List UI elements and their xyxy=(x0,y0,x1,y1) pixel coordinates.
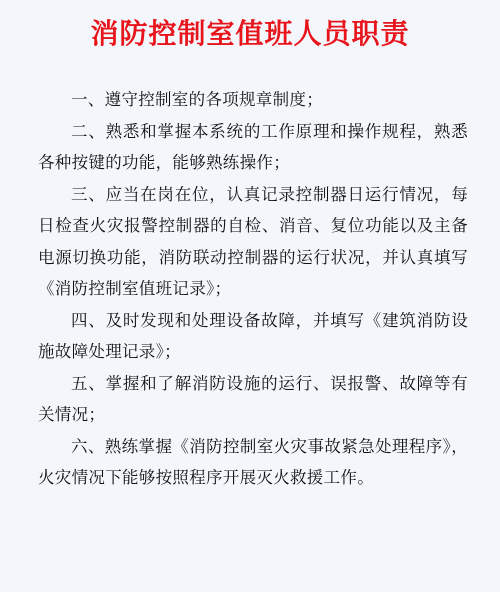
page-title: 消防控制室值班人员职责 xyxy=(90,17,410,50)
duty-item-4: 四、及时发现和处理设备故障，并填写《建筑消防设施故障处理记录》； xyxy=(38,310,468,361)
duty-item-2: 二、熟悉和掌握本系统的工作原理和操作规程，熟悉各种按键的功能，能够熟练操作； xyxy=(38,121,468,172)
duty-item-3: 三、应当在岗在位，认真记录控制器日运行情况，每日检查火灾报警控制器的自检、消音、复位功能以及主备电源切换功能，消防联动控制器的运行状况，并认真填写《消防控制室值班记录》； xyxy=(38,184,468,298)
duty-list xyxy=(38,84,468,494)
duty-item-1: 一、遵守控制室的各项规章制度； xyxy=(71,90,323,109)
duty-item-6: 六、熟练掌握《消防控制室火灾事故紧急处理程序》，火灾情况下能够按照程序开展灭火救援工作。 xyxy=(38,436,468,487)
duty-item-5: 五、掌握和了解消防设施的运行、误报警、故障等有关情况； xyxy=(38,373,468,424)
